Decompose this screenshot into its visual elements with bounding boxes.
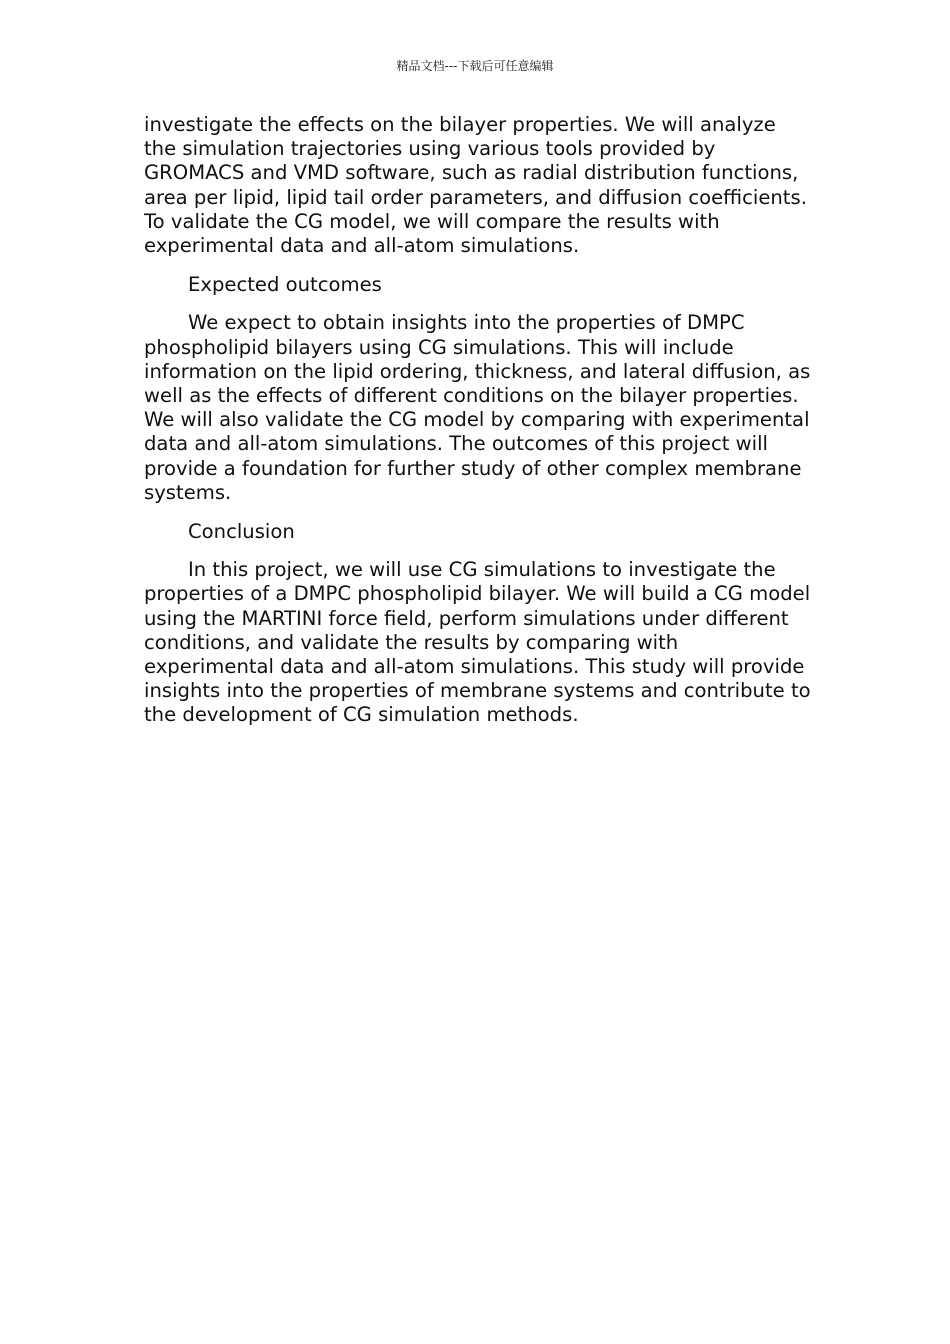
page-header: 精品文档---下载后可任意编辑	[396, 59, 554, 73]
paragraph-conclusion: In this project, we will use CG simulations to investigate the properties of a DMPC phospholipid bilayer. We will build a CG model using the MARTINI force field, perform simulations under different conditions, and validate the results by comparing with experimental data and all-atom simulations. This study will provide insights into the properties of membrane systems and contribute to the development of CG simulation methods.	[144, 558, 811, 727]
paragraph-analysis: investigate the effects on the bilayer properties. We will analyze the simulation trajectories using various tools provided by GROMACS and VMD software, such as radial distribution functions, area per lipid, lipid tail order parameters, and diffusion coefficients. To validate the CG model, we will compare the results with experimental data and all-atom simulations.	[144, 113, 807, 258]
paragraph-expected-outcomes: We expect to obtain insights into the properties of DMPC phospholipid bilayers using CG simulations. This will include information on the lipid ordering, thickness, and lateral diffusion, as well as the effects of different conditions on the bilayer properties. We will also validate the CG model by comparing with experimental data and all-atom simulations. The outcomes of this project will provide a foundation for further study of other complex membrane systems.	[144, 311, 811, 504]
heading-conclusion: Conclusion	[188, 519, 295, 543]
document-body	[144, 113, 812, 742]
heading-expected-outcomes: Expected outcomes	[188, 272, 382, 296]
